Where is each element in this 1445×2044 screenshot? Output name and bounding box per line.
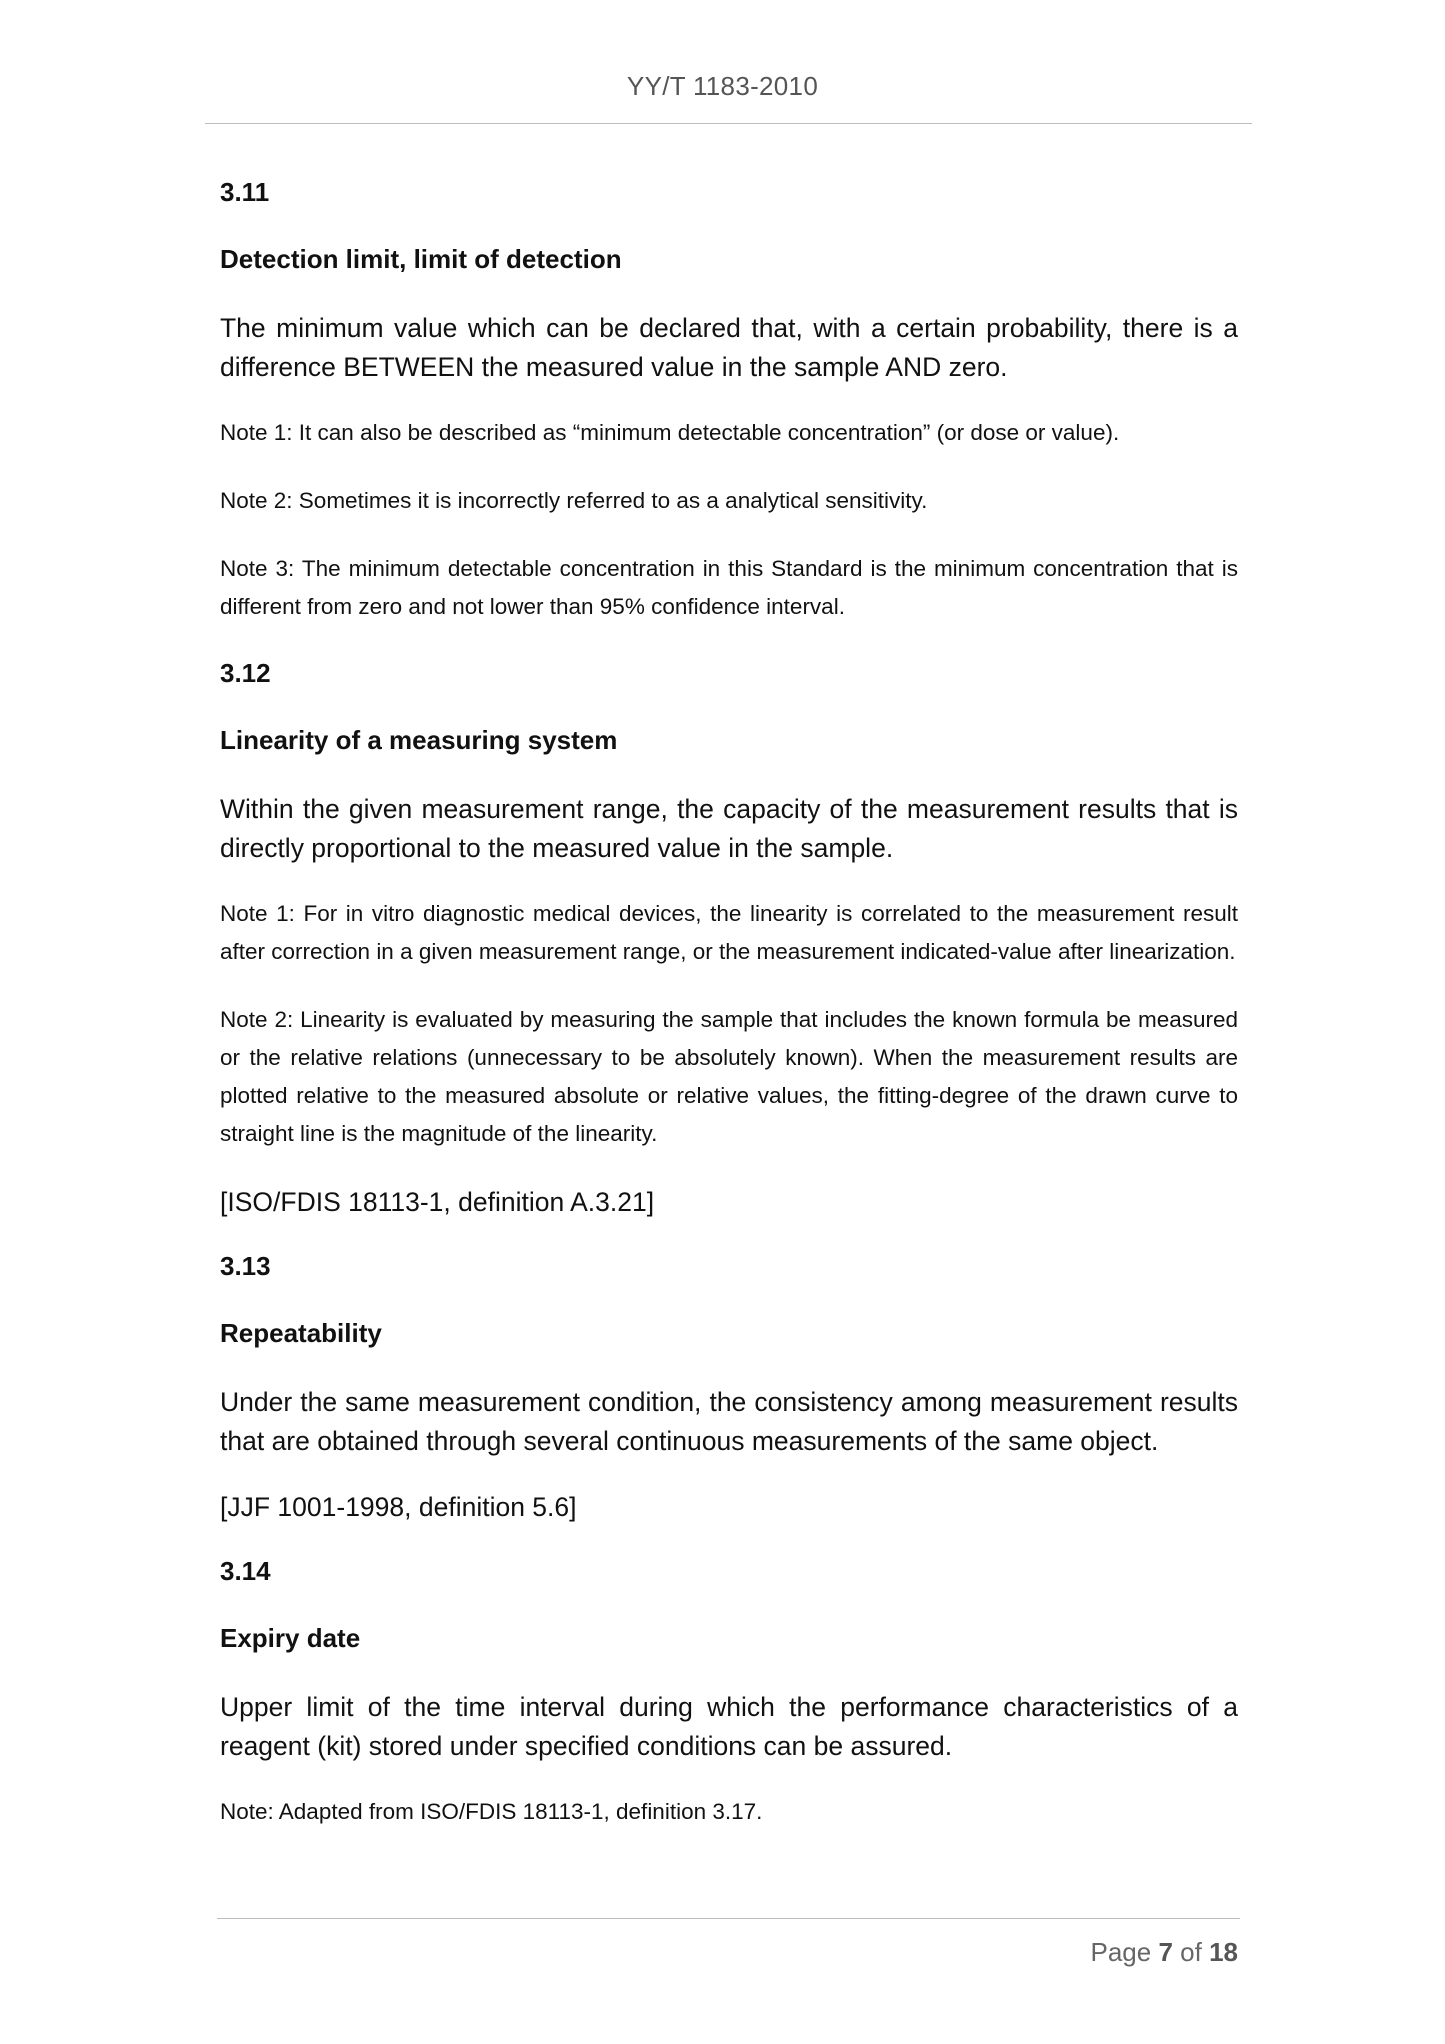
section-definition: The minimum value which can be declared that, with a certain probability, there is a difference BETWEEN the measured value in the sample AND zero.: [220, 313, 1238, 382]
section-number: 3.11: [220, 177, 270, 207]
section-definition: Within the given measurement range, the capacity of the measurement results that is directly proportional to the measured value in the sample.: [220, 794, 1238, 863]
document-body: [220, 175, 1238, 1861]
section-note: Note 1: For in vitro diagnostic medical devices, the linearity is correlated to the measurement result after correction in a given measurement range, or the measurement indicated-value after linearization.: [220, 901, 1238, 964]
section-note: Note: Adapted from ISO/FDIS 18113-1, definition 3.17.: [220, 1799, 763, 1824]
section-reference: [JJF 1001-1998, definition 5.6]: [220, 1492, 577, 1522]
section-note: Note 1: It can also be described as “minimum detectable concentration” (or dose or value).: [220, 420, 1120, 445]
section-number: 3.12: [220, 658, 271, 688]
of-label: of: [1180, 1937, 1202, 1967]
page-label: Page: [1090, 1937, 1152, 1967]
footer-divider: [217, 1918, 1240, 1919]
page-counter: [1090, 1937, 1238, 1968]
section-reference: [ISO/FDIS 18113-1, definition A.3.21]: [220, 1187, 655, 1217]
section-definition: Upper limit of the time interval during which the performance characteristics of a reagent (kit) stored under specified conditions can be assured.: [220, 1692, 1238, 1761]
section-title: Detection limit, limit of detection: [220, 244, 622, 274]
header-divider: [205, 123, 1252, 124]
section-definition: Under the same measurement condition, the consistency among measurement results that are obtained through several continuous measurements of the same object.: [220, 1387, 1238, 1456]
page-current: 7: [1158, 1937, 1173, 1967]
section-title: Linearity of a measuring system: [220, 725, 618, 755]
section-title: Expiry date: [220, 1623, 361, 1653]
section-title: Repeatability: [220, 1318, 382, 1348]
page-header: YY/T 1183-2010: [626, 71, 819, 101]
section-number: 3.14: [220, 1556, 271, 1586]
section-note: Note 2: Sometimes it is incorrectly referred to as a analytical sensitivity.: [220, 488, 928, 513]
page-total: 18: [1209, 1937, 1238, 1967]
section-note: Note 2: Linearity is evaluated by measuring the sample that includes the known formula be measured or the relative relations (unnecessary to be absolutely known). When the measurement results are plotted relative to the measured absolute or relative values, the fitting-degree of the drawn curve to straight line is the magnitude of the linearity.: [220, 1007, 1238, 1146]
section-number: 3.13: [220, 1251, 271, 1281]
section-note: Note 3: The minimum detectable concentration in this Standard is the minimum concentration that is different from zero and not lower than 95% confidence interval.: [220, 556, 1238, 619]
